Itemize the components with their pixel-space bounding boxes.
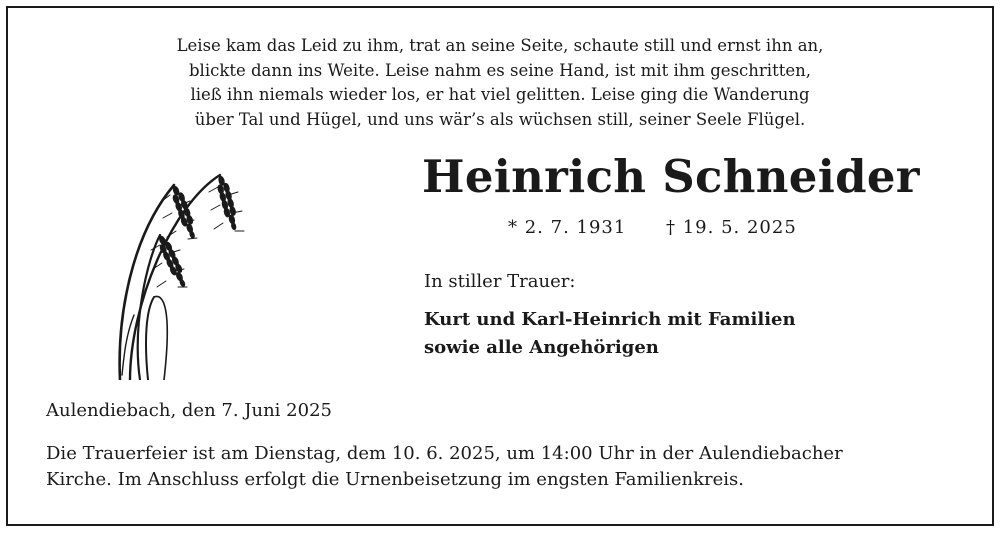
poem-line: Leise kam das Leid zu ihm, trat an seine Seite, schaute still und ernst ihn an,: [176, 36, 824, 55]
mourners-line: Kurt und Karl-Heinrich mit Familien: [424, 309, 796, 330]
poem-line: über Tal und Hügel, und uns wär’s als wüchsen still, seiner Seele Flügel.: [194, 109, 806, 129]
wheat-ears-icon: [112, 165, 262, 380]
deceased-name: Heinrich Schneider: [422, 150, 920, 203]
funeral-info-line: Die Trauerfeier ist am Dienstag, dem 10. 6. 2025, um 14:00 Uhr in der Aulendiebacher: [46, 443, 843, 464]
death-date: † 19. 5. 2025: [666, 217, 797, 238]
funeral-info: [46, 441, 843, 493]
funeral-info-line: Kirche. Im Anschluss erfolgt die Urnenbeisetzung im engsten Familienkreis.: [46, 469, 744, 490]
poem-line: ließ ihn niemals wieder los, er hat viel gelitten. Leise ging die Wanderung: [190, 85, 810, 104]
mourners-line: sowie alle Angehörigen: [424, 337, 659, 358]
poem-line: blickte dann ins Weite. Leise nahm es seine Hand, ist mit ihm geschritten,: [189, 60, 811, 80]
mourning-intro: In stiller Trauer:: [424, 271, 576, 292]
place-date: Aulendiebach, den 7. Juni 2025: [46, 400, 332, 421]
mourners-list: [424, 306, 796, 362]
poem: [100, 34, 900, 132]
birth-date: * 2. 7. 1931: [508, 217, 627, 238]
